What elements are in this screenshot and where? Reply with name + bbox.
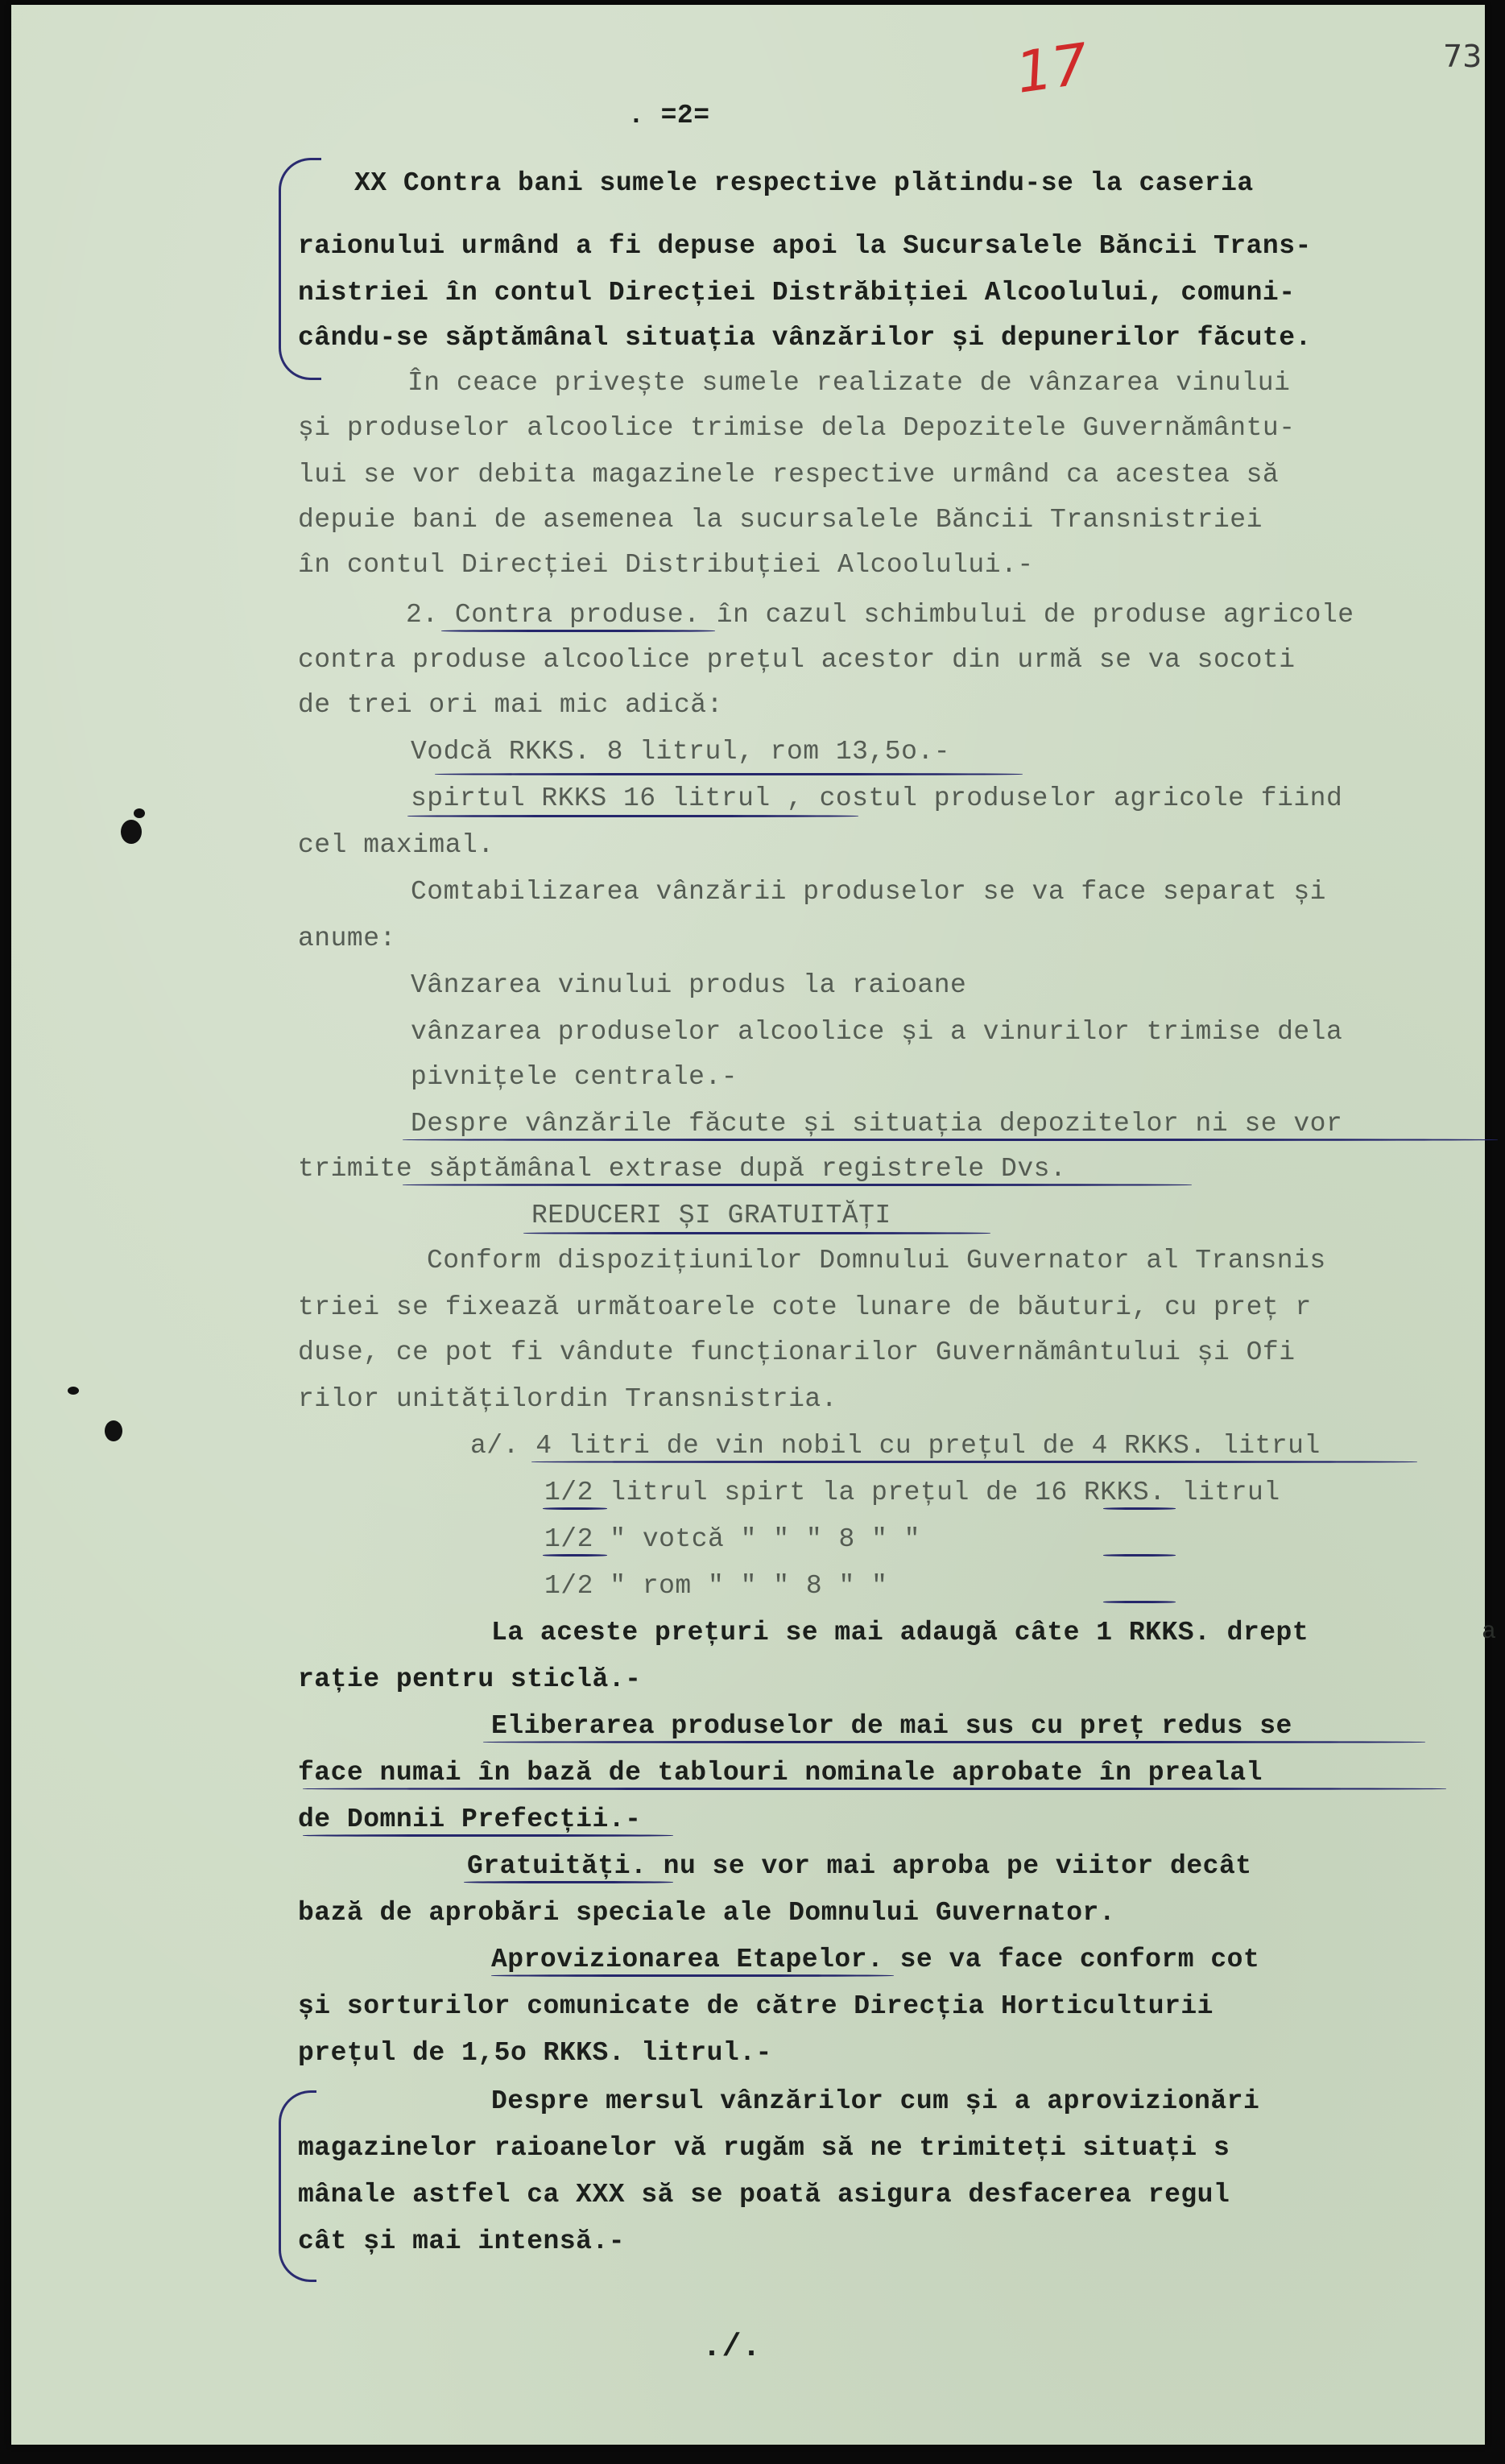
right-edge-letter: a (1482, 1619, 1497, 1646)
text-line-24: Conform dispozițiunilor Domnului Guvernator al Transnis (427, 1246, 1326, 1275)
pen-underline (407, 815, 858, 817)
text-line-6: și produselor alcoolice trimise dela Depozitele Guvernământu- (298, 413, 1296, 443)
text-line-25: triei se fixează următoarele cote lunare de băuturi, cu preț r (298, 1292, 1312, 1322)
text-line-15: cel maximal. (298, 830, 494, 860)
pen-underline (543, 1507, 607, 1510)
pen-underline (303, 1834, 673, 1837)
text-line-11: contra produse alcoolice prețul acestor din urmă se va socoti (298, 645, 1296, 675)
text-line-9: în contul Direcției Distribuției Alcoolului.- (298, 550, 1034, 580)
ink-blot (134, 808, 145, 818)
text-line-13: Vodcă RKKS. 8 litrul, rom 13,5o.- (411, 737, 951, 767)
text-line-45: cât și mai intensă.- (298, 2226, 626, 2256)
text-line-19: vânzarea produselor alcoolice și a vinurilor trimise dela (411, 1017, 1343, 1047)
text-line-27: rilor unitățilordin Transnistria. (298, 1384, 838, 1414)
text-line-14: spirtul RKKS 16 litrul , costul produselor agricole fiind (411, 783, 1343, 813)
text-line-38: bază de aprobări speciale ale Domnului Guvernator. (298, 1898, 1116, 1928)
text-line-12: de trei ori mai mic adică: (298, 690, 723, 720)
text-line-5: În ceace privește sumele realizate de vânzarea vinului (407, 368, 1291, 398)
text-line-44: mânale astfel ca XXX să se poată asigura desfacerea regul (298, 2180, 1230, 2210)
pen-underline (491, 1974, 894, 1977)
ink-blot (121, 820, 142, 844)
pen-underline (403, 1184, 1192, 1186)
pen-underline (441, 630, 715, 632)
continuation-mark: ./. (702, 2330, 762, 2366)
text-line-18: Vânzarea vinului produs la raioane (411, 970, 967, 1000)
text-line-35: face numai în bază de tablouri nominale aprobate în prealal (298, 1758, 1263, 1788)
pen-underline (483, 1741, 1425, 1743)
quota-line-wine: a/. 4 litri de vin nobil cu prețul de 4 RKKS. litrul (470, 1431, 1321, 1461)
text-line-37: Gratuități. nu se vor mai aproba pe viitor decât (467, 1851, 1252, 1881)
pen-underline (531, 1461, 1417, 1463)
text-line-1: XX Contra bani sumele respective plătindu-se la caseria (354, 168, 1254, 198)
text-line-39: Aprovizionarea Etapelor. se va face conform cot (491, 1945, 1260, 1974)
ink-blot (68, 1387, 79, 1395)
text-line-21: Despre vânzările făcute și situația depozitelor ni se vor (411, 1109, 1343, 1139)
text-line-36: de Domnii Prefecții.- (298, 1805, 642, 1834)
text-line-40: și sorturilor comunicate de către Direcția Horticulturii (298, 1991, 1214, 2021)
ink-blot (105, 1420, 122, 1441)
text-line-17: anume: (298, 924, 396, 953)
pen-underline (1103, 1601, 1176, 1603)
text-line-26: duse, ce pot fi vândute funcționarilor Guvernământului și Ofi (298, 1337, 1296, 1367)
corner-folio-number: 73 (1443, 39, 1482, 74)
text-line-4: cându-se săptămânal situația vânzărilor și depunerilor făcute. (298, 323, 1312, 353)
pen-underline (1103, 1507, 1176, 1510)
pen-underline (435, 773, 1023, 775)
quota-line-rum: 1/2 " rom " " " 8 " " (544, 1571, 888, 1601)
text-line-10: 2. Contra produse. în cazul schimbului de produse agricole (406, 600, 1354, 630)
pen-underline (464, 1881, 673, 1883)
pen-underline (523, 1232, 990, 1234)
pen-underline (303, 1788, 1446, 1790)
text-line-42: Despre mersul vânzărilor cum și a aprovizionări (491, 2086, 1260, 2116)
text-line-22: trimite săptămânal extrase după registrele Dvs. (298, 1154, 1067, 1184)
section-heading: REDUCERI ȘI GRATUITĂȚI (531, 1201, 891, 1230)
quota-line-vodka: 1/2 " votcă " " " 8 " " (544, 1524, 920, 1554)
text-line-8: depuie bani de asemenea la sucursalele Băncii Transnistriei (298, 505, 1263, 535)
pen-underline (1103, 1554, 1176, 1557)
text-line-7: lui se vor debita magazinele respective urmând ca acestea să (298, 460, 1280, 490)
pen-underline (543, 1554, 607, 1557)
text-line-34: Eliberarea produselor de mai sus cu preț redus se (491, 1711, 1292, 1741)
quota-line-spirit: 1/2 litrul spirt la prețul de 16 RKKS. litrul (544, 1478, 1280, 1507)
text-line-43: magazinelor raioanelor vă rugăm să ne trimiteți situați s (298, 2133, 1230, 2163)
text-line-3: nistriei în contul Direcției Distrăbiției Alcoolului, comuni- (298, 278, 1296, 308)
pen-underline (403, 1139, 1498, 1141)
text-line-16: Comtabilizarea vânzării produselor se va face separat și (411, 877, 1326, 907)
text-line-33: rație pentru sticlă.- (298, 1664, 642, 1694)
red-page-number: 17 (1011, 31, 1093, 106)
text-line-41: prețul de 1,5o RKKS. litrul.- (298, 2038, 772, 2068)
text-line-32: La aceste prețuri se mai adaugă câte 1 RKKS. drept (491, 1618, 1309, 1647)
text-line-20: pivnițele centrale.- (411, 1062, 738, 1092)
page-number-mark: . =2= (628, 101, 710, 130)
text-line-2: raionului urmând a fi depuse apoi la Sucursalele Băncii Trans- (298, 231, 1312, 261)
